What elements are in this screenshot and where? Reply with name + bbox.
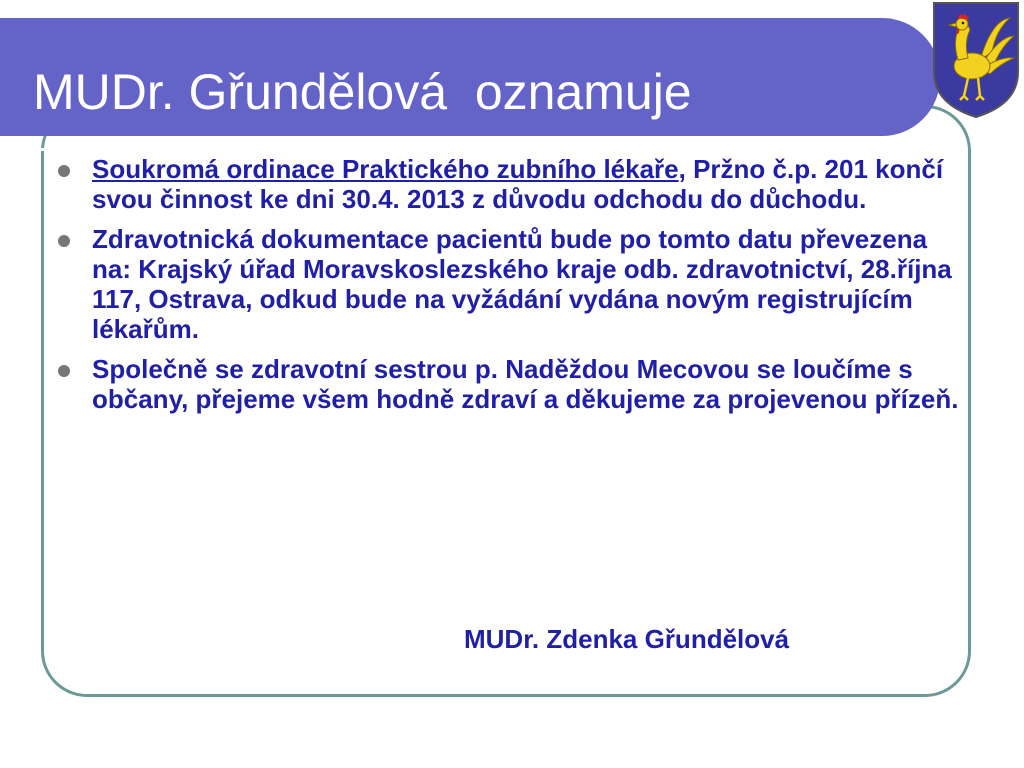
title-bar	[0, 18, 940, 136]
list-item	[58, 154, 963, 214]
bullet-text-rest: , Pržno č.p. 201 končí svou činnost ke dni 30.4. 2013 z důvodu odchodu do důchodu.	[92, 154, 944, 214]
signature: MUDr. Zdenka Gřundělová	[464, 624, 790, 654]
bullet-dot	[58, 365, 70, 377]
coat-of-arms-icon	[930, 0, 1022, 120]
list-item	[58, 224, 963, 344]
bullet-text	[92, 154, 963, 214]
bullet-dot	[58, 165, 70, 177]
list-item	[58, 354, 963, 414]
slide-title: MUDr. Gřundělová oznamuje	[33, 64, 692, 120]
bullet-text: Zdravotnická dokumentace pacientů bude po tomto datu převezena na: Krajský úřad Moravskoslezského kraje odb. zdravotnictví, 28.října 117, Ostrava, odkud bude na vyžádání vydána novým registrujícím lékařům.	[92, 224, 952, 344]
bullet-text: Společně se zdravotní sestrou p. Naděždou Mecovou se loučíme s občany, přejeme všem hodně zdraví a děkujeme za projevenou přízeň.	[92, 354, 959, 414]
ordinace-link[interactable]: Soukromá ordinace Praktického zubního lékaře	[92, 154, 679, 184]
bullet-dot	[58, 235, 70, 247]
title-underline	[0, 148, 905, 151]
bullet-list	[58, 154, 963, 424]
